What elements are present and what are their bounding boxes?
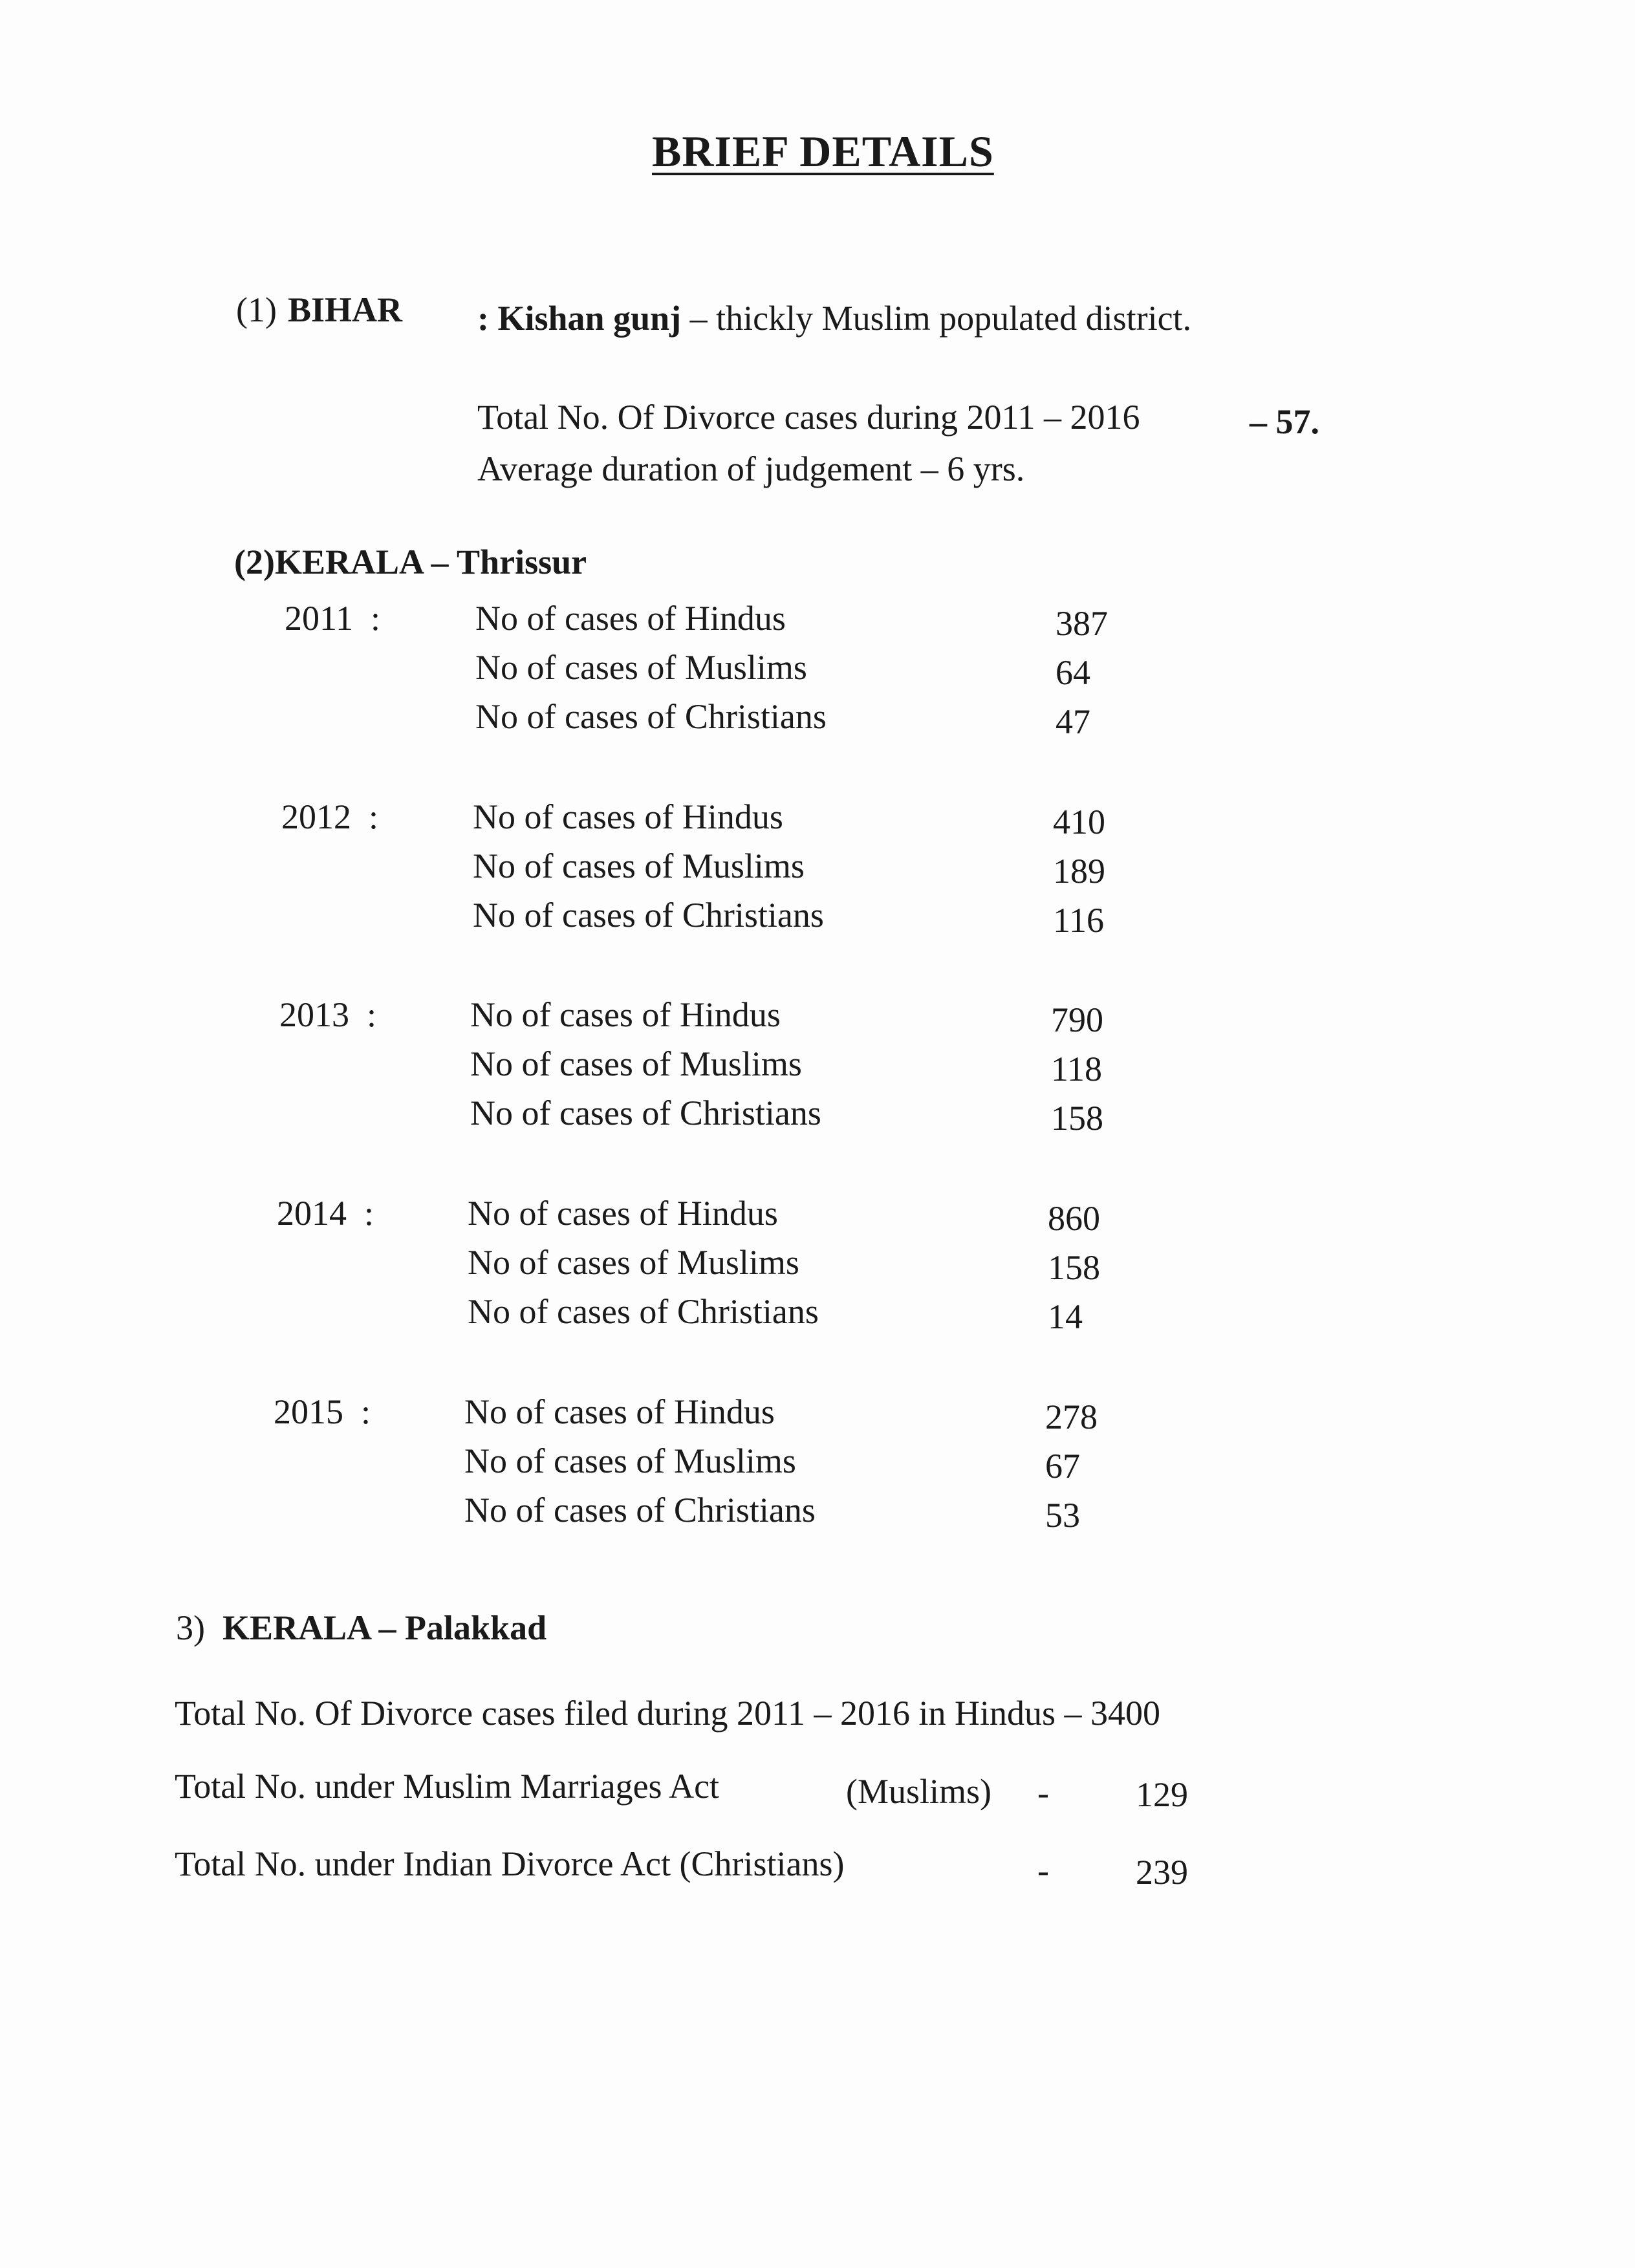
thrissur-row-label: No of cases of Muslims — [475, 648, 807, 687]
thrissur-heading-number: (2) — [234, 543, 275, 581]
thrissur-row-label: No of cases of Hindus — [475, 599, 786, 638]
thrissur-row-value: 47 — [1056, 702, 1090, 741]
page-title: BRIEF DETAILS — [652, 127, 994, 176]
thrissur-year-label: 2011 : — [285, 599, 380, 638]
bihar-section-number: (1) — [236, 290, 277, 329]
palakkad-muslim-group: (Muslims) — [846, 1772, 992, 1811]
thrissur-year-label: 2014 : — [277, 1194, 374, 1233]
thrissur-row-label: No of cases of Muslims — [464, 1442, 796, 1480]
thrissur-row-value: 158 — [1051, 1099, 1103, 1138]
palakkad-muslim-value: 129 — [1136, 1775, 1188, 1814]
bihar-district-desc: – thickly Muslim populated district. — [689, 299, 1192, 338]
thrissur-row-label: No of cases of Hindus — [464, 1392, 775, 1431]
thrissur-row-label: No of cases of Christians — [470, 1094, 821, 1132]
palakkad-muslim-dash: - — [1037, 1773, 1049, 1812]
thrissur-row-value: 278 — [1045, 1398, 1098, 1436]
thrissur-row-value: 387 — [1056, 604, 1108, 643]
thrissur-row-value: 860 — [1048, 1199, 1100, 1238]
bihar-state-heading: BIHAR — [288, 290, 403, 329]
palakkad-christian-value: 239 — [1136, 1853, 1188, 1892]
palakkad-christian-act-label: Total No. under Indian Divorce Act (Christians) — [175, 1844, 845, 1883]
palakkad-heading-state: KERALA – Palakkad — [222, 1608, 547, 1647]
thrissur-row-label: No of cases of Christians — [473, 896, 824, 934]
thrissur-row-value: 790 — [1051, 1000, 1103, 1039]
palakkad-heading — [176, 1610, 547, 1645]
thrissur-row-value: 189 — [1053, 852, 1105, 891]
thrissur-row-label: No of cases of Muslims — [470, 1044, 802, 1083]
thrissur-row-label: No of cases of Christians — [464, 1491, 816, 1529]
bihar-district: Kishan gunj — [497, 299, 682, 338]
thrissur-heading-district: – Thrissur — [431, 543, 587, 581]
thrissur-row-value: 410 — [1053, 803, 1105, 841]
thrissur-row-label: No of cases of Muslims — [473, 847, 805, 885]
thrissur-row-value: 118 — [1051, 1050, 1102, 1088]
thrissur-row-value: 158 — [1048, 1248, 1100, 1287]
thrissur-heading — [234, 545, 587, 579]
thrissur-row-label: No of cases of Hindus — [473, 797, 783, 836]
thrissur-row-label: No of cases of Christians — [475, 697, 827, 736]
thrissur-heading-state: KERALA — [274, 543, 423, 581]
bihar-colon: : — [477, 299, 489, 338]
palakkad-muslim-act-label: Total No. under Muslim Marriages Act — [175, 1767, 720, 1806]
thrissur-year-label: 2012 : — [281, 797, 379, 836]
thrissur-row-label: No of cases of Hindus — [468, 1194, 778, 1233]
thrissur-row-value: 14 — [1048, 1297, 1083, 1336]
palakkad-heading-number: 3) — [176, 1608, 205, 1647]
bihar-total-label: Total No. Of Divorce cases during 2011 – 2016 — [477, 398, 1140, 437]
bihar-total-value: – 57. — [1250, 402, 1319, 441]
bihar-district-line — [477, 301, 1191, 336]
thrissur-year-label: 2015 : — [274, 1392, 371, 1431]
thrissur-year-label: 2013 : — [279, 995, 377, 1034]
thrissur-row-value: 64 — [1056, 653, 1090, 692]
thrissur-row-label: No of cases of Hindus — [470, 995, 781, 1034]
thrissur-row-value: 116 — [1053, 901, 1104, 940]
thrissur-row-label: No of cases of Muslims — [468, 1243, 799, 1282]
thrissur-row-label: No of cases of Christians — [468, 1292, 819, 1331]
bihar-average-duration: Average duration of judgement – 6 yrs. — [477, 449, 1025, 488]
thrissur-row-value: 67 — [1045, 1447, 1080, 1485]
palakkad-christian-dash: - — [1037, 1851, 1049, 1890]
palakkad-hindus-total: Total No. Of Divorce cases filed during 2011 – 2016 in Hindus – 3400 — [175, 1694, 1160, 1733]
thrissur-row-value: 53 — [1045, 1496, 1080, 1535]
